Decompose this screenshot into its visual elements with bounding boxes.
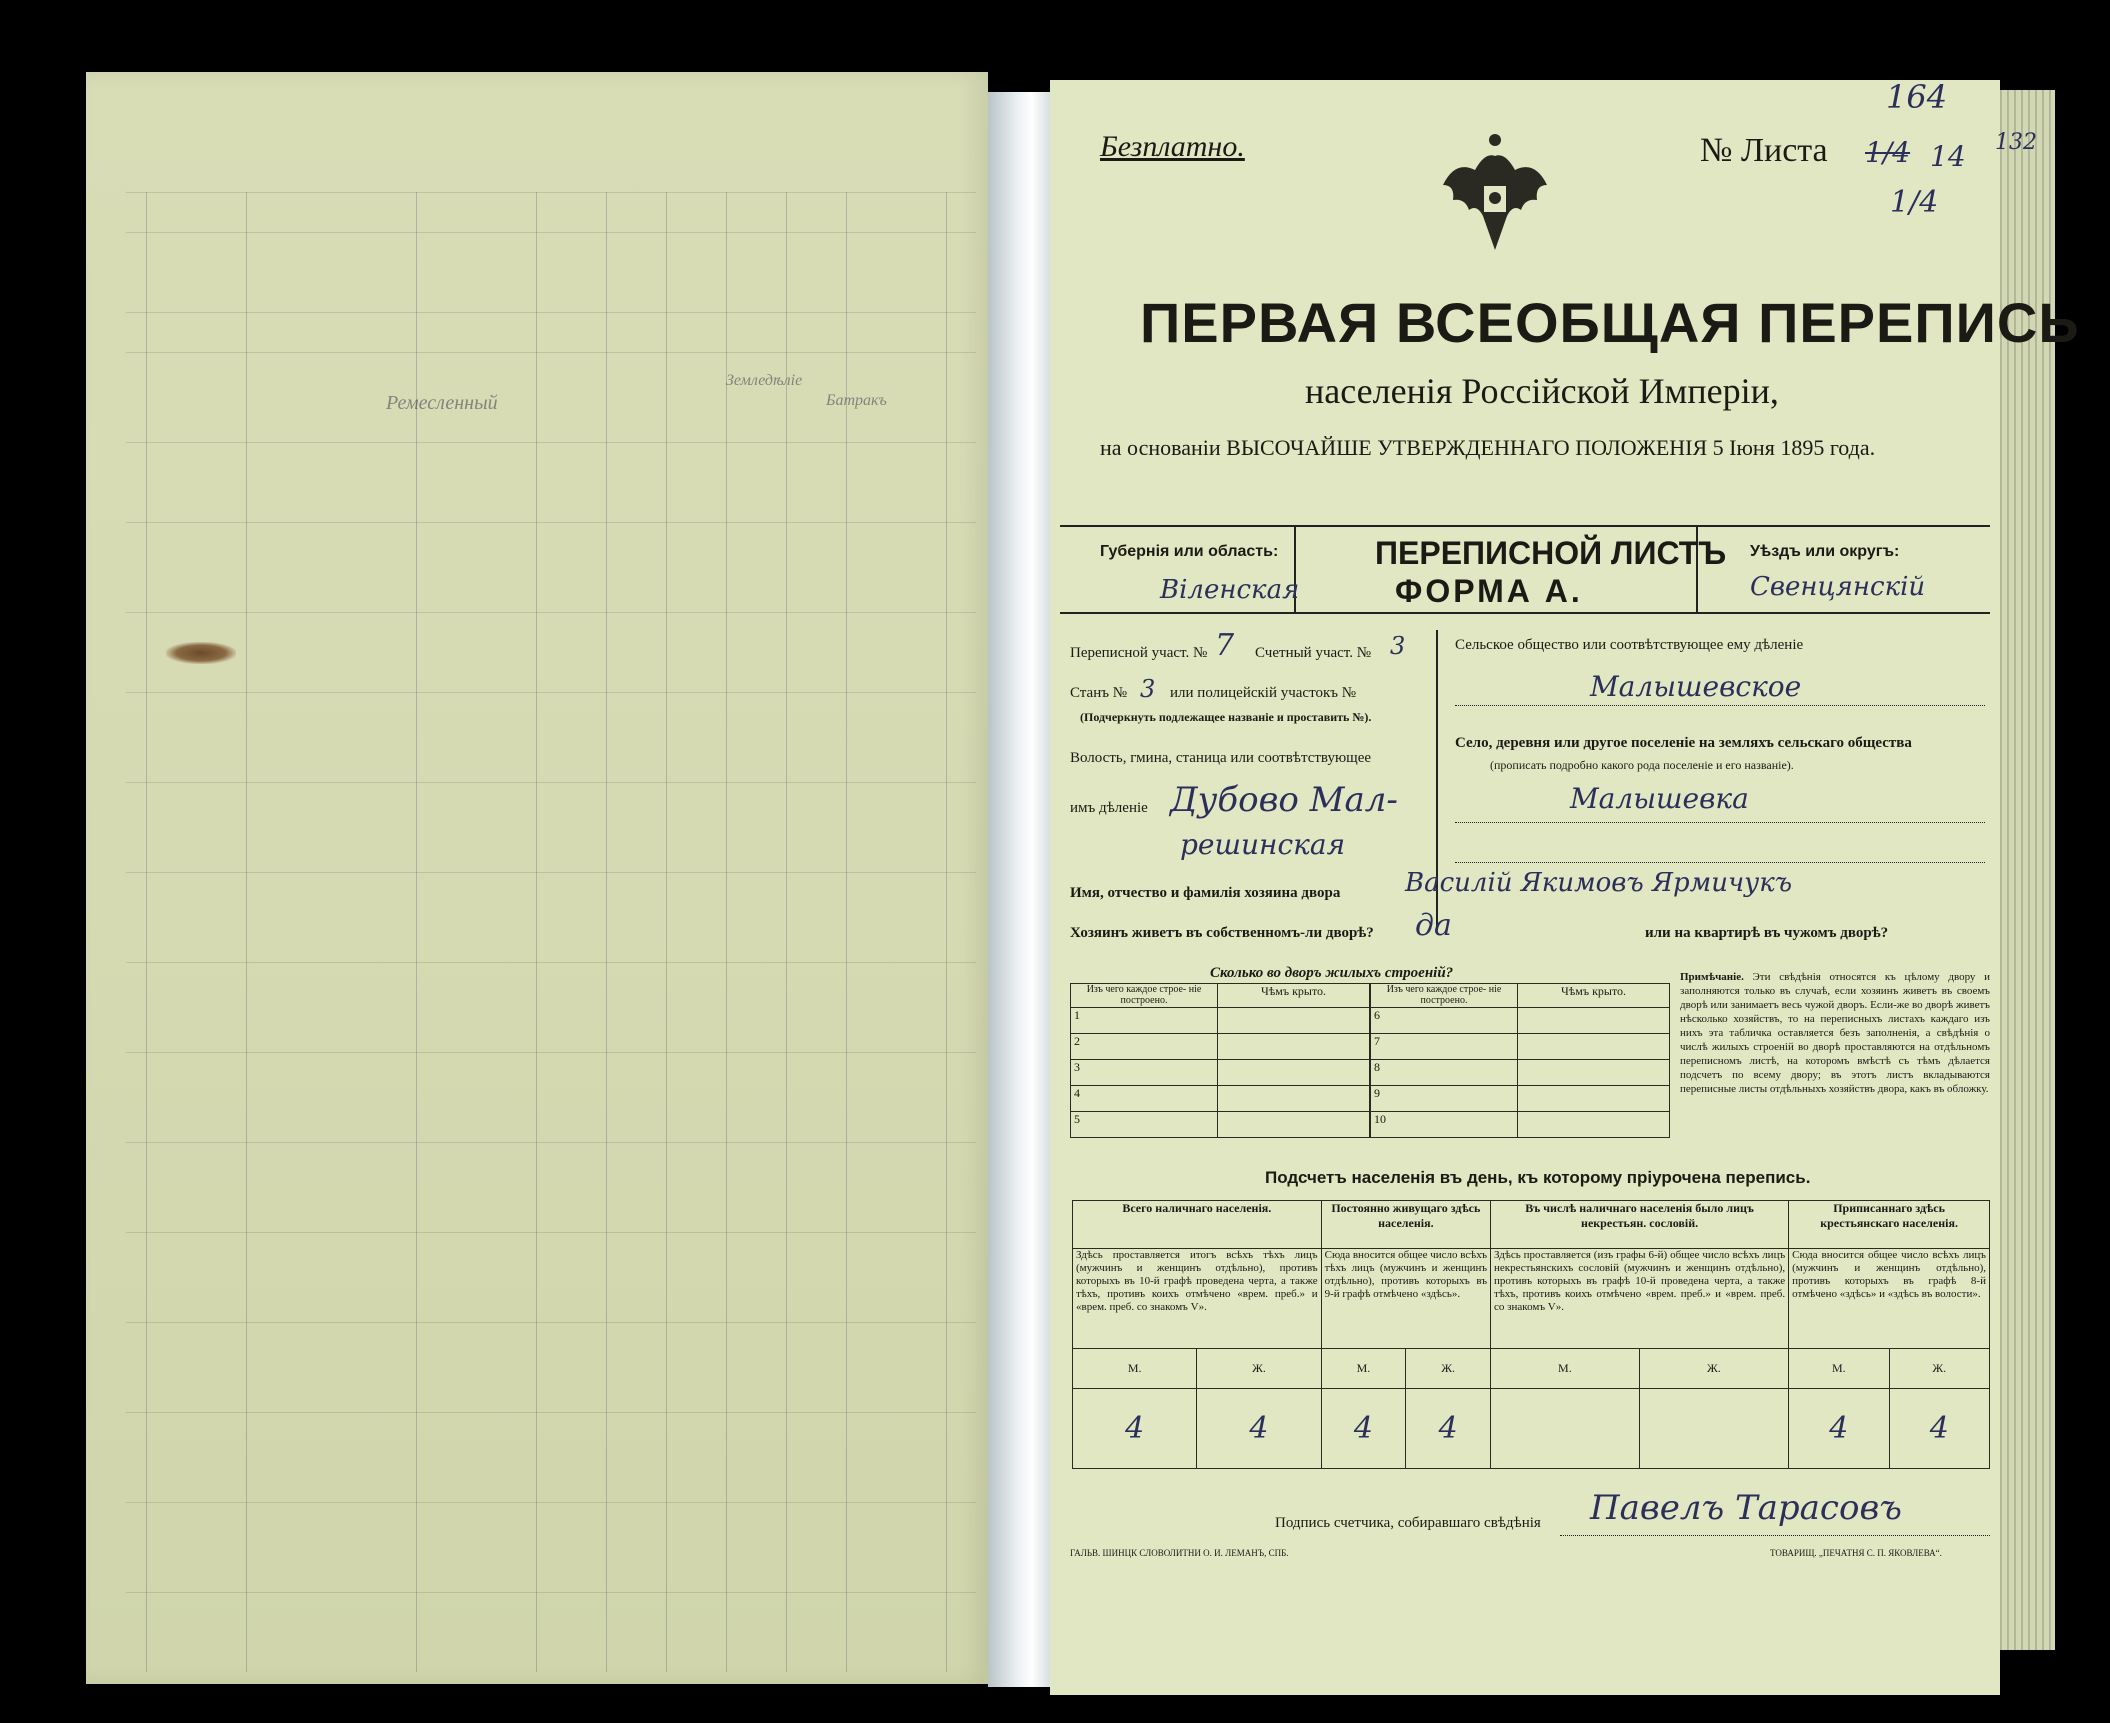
count-value: 4 — [1197, 1389, 1321, 1469]
count-value — [1639, 1389, 1788, 1469]
census-subtitle: населенія Россійской Имперіи, — [1305, 371, 1779, 411]
building-row-number: 9 — [1371, 1086, 1518, 1112]
census-basis: на основаніи ВЫСОЧАЙШЕ УТВЕРЖДЕННАГО ПОЛОЖЕНІЯ 5 Іюня 1895 года. — [1100, 435, 1876, 460]
building-row-number: 5 — [1071, 1112, 1218, 1138]
building-row-number: 10 — [1371, 1112, 1518, 1138]
society-value: Малышевское — [1590, 670, 1802, 703]
volost-label-2: имъ дѣленіе — [1070, 800, 1148, 816]
building-row-number: 3 — [1071, 1060, 1218, 1086]
footer-left: ГАЛЬВ. ШИНЦК СЛОВОЛИТНИ О. И. ЛЕМАНЪ, СПБ. — [1070, 1548, 1289, 1558]
owner-value: Василій Якимовъ Ярмичукъ — [1405, 868, 1793, 898]
buildings-label: Сколько во дворъ жилыхъ строеній? — [1210, 965, 1454, 981]
count-col-desc: Здѣсь проставляется (изъ графы 6-й) общее число всѣхъ лицъ некрестьянскихъ сословій (мужчинъ и женщинъ отдѣльно), противъ которыхъ въ графѣ 10-й проведена черта, а также тѣхъ, противъ коихъ отмѣчено «врем. преб.» и «врем. преб. со знакомъ V». — [1491, 1249, 1789, 1349]
village-note: (прописать подробно какого рода поселеніе и его названіе). — [1490, 758, 1794, 772]
female-label: Ж. — [1889, 1349, 1989, 1389]
count-area-value: 3 — [1390, 632, 1406, 660]
building-row-number: 8 — [1371, 1060, 1518, 1086]
female-label: Ж. — [1639, 1349, 1788, 1389]
corner-page-number: 164 — [1886, 78, 1948, 116]
building-row-number: 4 — [1071, 1086, 1218, 1112]
district-value: Свенцянскій — [1750, 572, 1926, 602]
left-page-grid — [126, 192, 976, 1672]
volost-value-2: решинская — [1180, 828, 1346, 861]
census-area-value: 7 — [1215, 628, 1235, 663]
stain — [166, 642, 236, 664]
buildings-col-roof: Чѣмъ крыто. — [1218, 984, 1370, 1008]
count-col-title: Постоянно живущаго здѣсь населенія. — [1321, 1201, 1490, 1249]
count-col-desc: Здѣсь проставляется итогъ всѣхъ тѣхъ лицъ (мужчинъ и женщинъ отдѣльно), противъ которыхъ въ 10-й графѣ проведена черта, а также тѣхъ, противъ коихъ отмѣчено «врем. преб.» и «врем. преб. со знакомъ V». — [1073, 1249, 1322, 1349]
census-area-label: Переписной участ. № — [1070, 645, 1208, 661]
count-col-desc: Сюда вносится общее число всѣхъ лицъ (мужчинъ и женщинъ отдѣльно), противъ которыхъ въ графѣ 8-й отмѣчено «здѣсь» и «здѣсь въ волости». — [1789, 1249, 1990, 1349]
left-page — [86, 72, 988, 1684]
buildings-col-material: Изъ чего каждое строе- ніе построено. — [1371, 984, 1518, 1008]
count-col-title: Всего наличнаго населенія. — [1073, 1201, 1322, 1249]
volost-value: Дубово Мал- — [1170, 780, 1398, 820]
own-yard-value: да — [1415, 908, 1452, 943]
rent-label: или на квартирѣ въ чужомъ дворѣ? — [1645, 925, 1889, 941]
male-label: М. — [1321, 1349, 1406, 1389]
village-value: Малышевка — [1570, 782, 1749, 815]
count-value: 4 — [1889, 1389, 1989, 1469]
signature-label: Подпись счетчика, собиравшаго свѣдѣнія — [1275, 1515, 1541, 1531]
count-value — [1491, 1389, 1640, 1469]
left-hand-note-2: Батракъ — [826, 392, 887, 409]
imperial-eagle-emblem — [1435, 130, 1555, 260]
book-gutter — [988, 92, 1050, 1687]
female-label: Ж. — [1197, 1349, 1321, 1389]
female-label: Ж. — [1406, 1349, 1491, 1389]
sheet-number-struck: 1/4 — [1865, 136, 1911, 169]
edge-page-number: 132 — [1995, 130, 2037, 155]
count-value: 4 — [1789, 1389, 1889, 1469]
count-col-desc: Сюда вносится общее число всѣхъ тѣхъ лицъ (мужчинъ и женщинъ отдѣльно), противъ которыхъ въ 9-й графѣ отмѣчено «здѣсь». — [1321, 1249, 1490, 1349]
buildings-col-roof: Чѣмъ крыто. — [1518, 984, 1670, 1008]
stan-label: Станъ № — [1070, 685, 1128, 701]
police-label: или полицейскій участокъ № — [1170, 685, 1357, 701]
count-value: 4 — [1321, 1389, 1406, 1469]
buildings-table-right — [1370, 983, 1670, 1138]
count-value: 4 — [1073, 1389, 1197, 1469]
buildings-col-material: Изъ чего каждое строе- ніе построено. — [1071, 984, 1218, 1008]
form-title: ФОРМА А. — [1395, 573, 1583, 609]
note-text: Эти свѣдѣнія относятся къ цѣлому двору и заполняются только въ случаѣ, если хозяинъ живетъ въ своемъ дворѣ или занимаетъ весь чужой дворъ. Если-же во дворѣ живетъ нѣсколько хозяйствъ, то на переписныхъ листахъ каждаго изъ нихъ эта табличка оставляется безъ заполненія, а свѣдѣнія о числѣ жилыхъ строеній во дворѣ проставляются на отдѣльномъ переписномъ листѣ, на которомъ вмѣстѣ съ тѣмъ дѣлается подсчетъ по всему двору; въ этотъ листъ вкладываются переписные листы отдѣльныхъ хозяйствъ двора, какъ въ обложку. — [1680, 971, 1990, 1095]
left-hand-note-3: Земледѣліе — [726, 372, 803, 389]
volost-label: Волость, гмина, станица или соотвѣтствующее — [1070, 750, 1372, 766]
sheet-number-label: № Листа — [1700, 132, 1828, 169]
male-label: М. — [1789, 1349, 1889, 1389]
count-value: 4 — [1406, 1389, 1491, 1469]
buildings-table-left — [1070, 983, 1370, 1138]
province-label: Губернія или область: — [1100, 543, 1279, 560]
census-title: ПЕРВАЯ ВСЕОБЩАЯ ПЕРЕПИСЬ — [1140, 291, 2080, 354]
population-count-table — [1072, 1200, 1990, 1469]
left-hand-note-1: Ремесленный — [386, 392, 498, 414]
male-label: М. — [1491, 1349, 1640, 1389]
province-value: Віленская — [1160, 575, 1300, 605]
society-label: Сельское общество или соотвѣтствующее ему дѣленіе — [1455, 637, 1804, 653]
census-form-page — [1050, 78, 2080, 1695]
stan-value: 3 — [1140, 675, 1156, 703]
stan-note: (Подчеркнуть подлежащее названіе и проставить №). — [1080, 710, 1372, 724]
male-label: М. — [1073, 1349, 1197, 1389]
note-block — [1680, 970, 1990, 1096]
district-label: Уѣздъ или округъ: — [1750, 543, 1900, 560]
count-col-title: Въ числѣ наличнаго населенія было лицъ некрестьян. сословій. — [1491, 1201, 1789, 1249]
free-label: Безплатно. — [1100, 130, 1245, 163]
count-col-title: Приписаннаго здѣсь крестьянскаго населенія. — [1789, 1201, 1990, 1249]
signature-value: Павелъ Тарасовъ — [1590, 1488, 1902, 1528]
building-row-number: 2 — [1071, 1034, 1218, 1060]
note-label: Примѣчаніе. — [1680, 971, 1744, 983]
sheet-number-hand-2: 1/4 — [1890, 185, 1939, 220]
owner-label: Имя, отчество и фамилія хозяина двора — [1070, 885, 1341, 901]
sheet-number-hand: 14 — [1930, 140, 1966, 173]
count-heading: Подсчетъ населенія въ день, къ которому пріурочена перепись. — [1265, 1168, 1811, 1187]
footer-right: ТОВАРИЩ. „ПЕЧАТНЯ С. П. ЯКОВЛЕВА“. — [1770, 1548, 1942, 1558]
village-label: Село, деревня или другое поселеніе на земляхъ сельскаго общества — [1455, 735, 1912, 751]
building-row-number: 6 — [1371, 1008, 1518, 1034]
building-row-number: 1 — [1071, 1008, 1218, 1034]
sheet-title: ПЕРЕПИСНОЙ ЛИСТЪ — [1375, 535, 1727, 571]
count-area-label: Счетный участ. № — [1255, 645, 1372, 661]
own-yard-label: Хозяинъ живетъ въ собственномъ-ли дворѣ? — [1070, 925, 1374, 941]
building-row-number: 7 — [1371, 1034, 1518, 1060]
